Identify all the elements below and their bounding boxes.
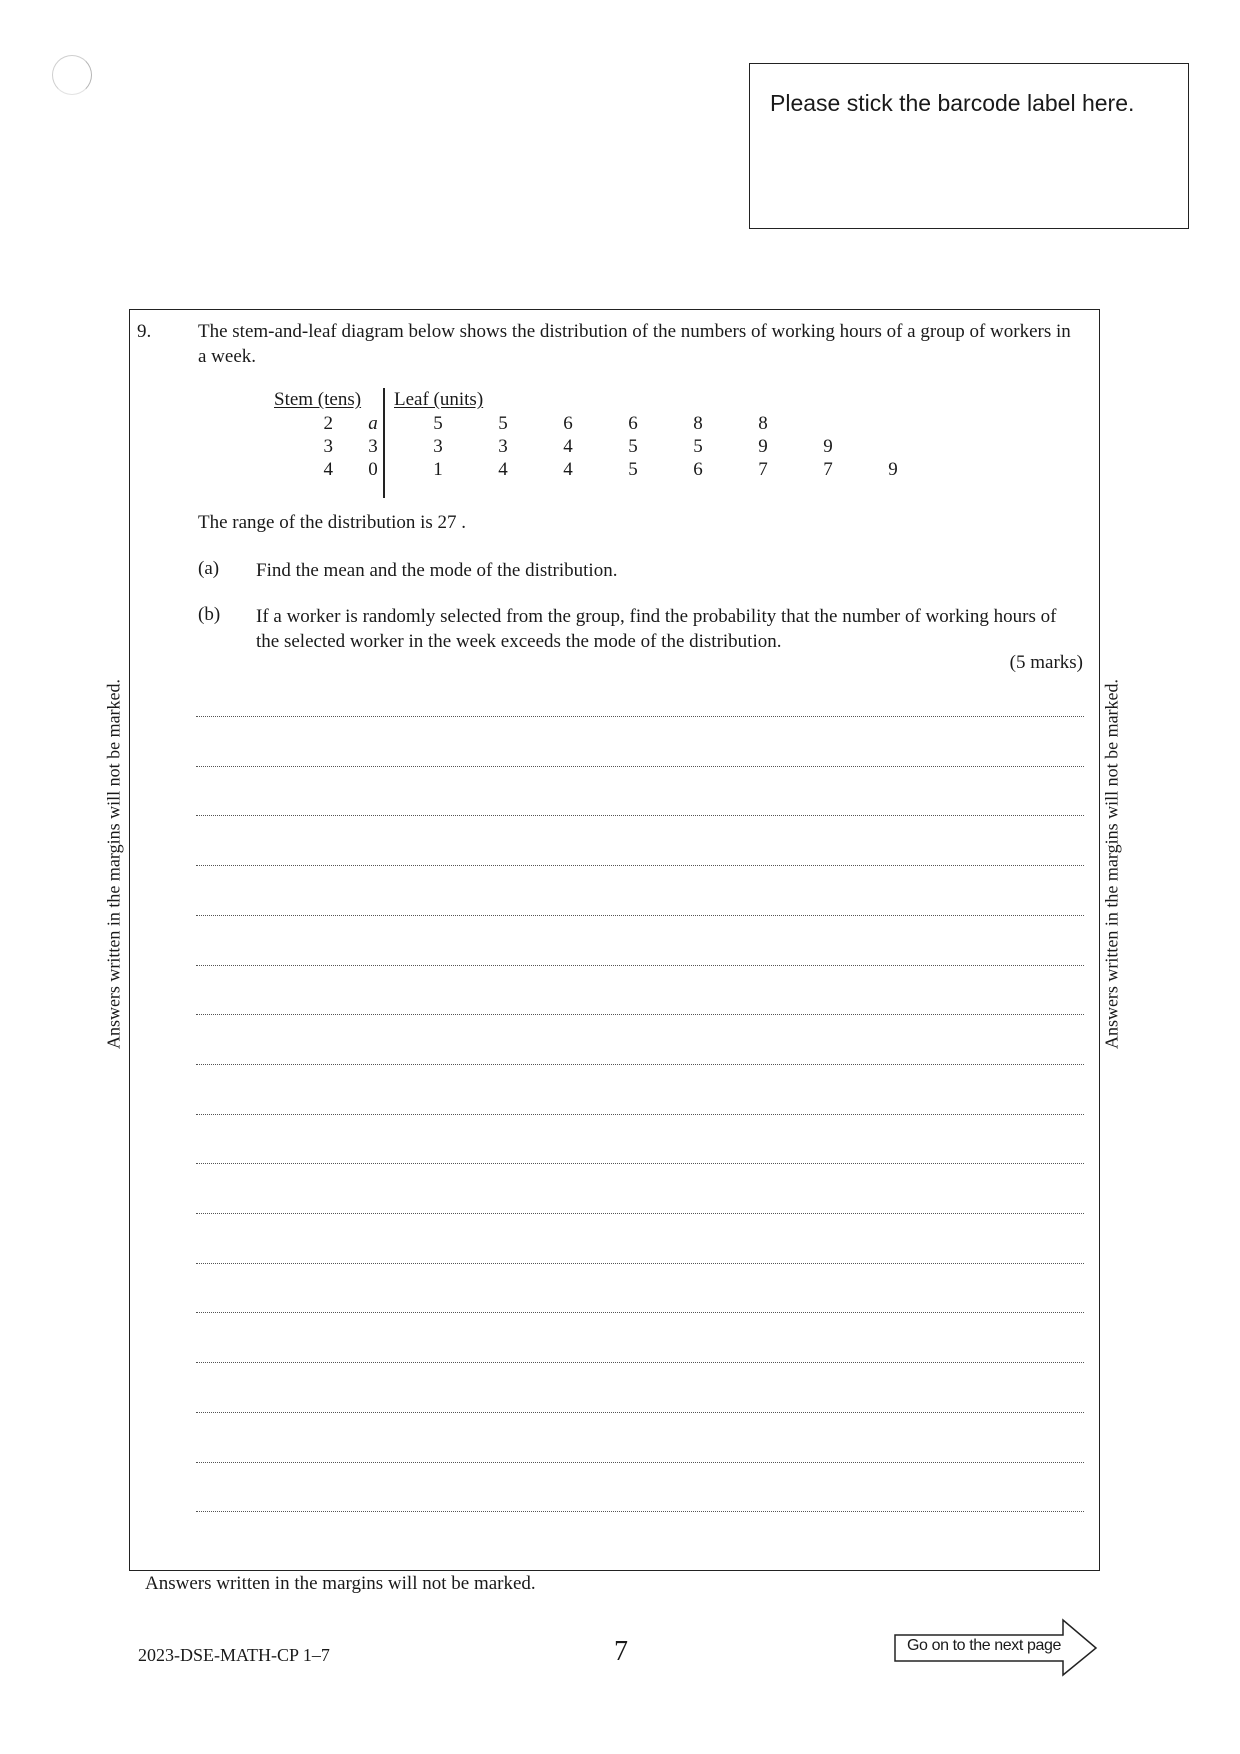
part-a-text: Find the mean and the mode of the distribution.	[256, 560, 618, 581]
leaf-value: 3	[368, 436, 378, 457]
leaf-value: 1	[433, 459, 443, 480]
paper-code: 2023-DSE-MATH-CP 1–7	[138, 1645, 330, 1665]
stem-value: 2	[323, 413, 333, 434]
answer-line	[196, 965, 1084, 966]
leaf-value: 8	[758, 413, 768, 434]
leaf-value: 6	[693, 459, 703, 480]
answer-line	[196, 716, 1084, 717]
leaf-value: 4	[498, 459, 508, 480]
answer-line	[196, 815, 1084, 816]
answer-line	[196, 865, 1084, 866]
answer-line	[196, 1163, 1084, 1164]
answer-line	[196, 1312, 1084, 1313]
answer-line	[196, 1014, 1084, 1015]
leaf-value: 9	[823, 436, 833, 457]
leaf-value: 5	[628, 459, 638, 480]
leaf-value: 3	[433, 436, 443, 457]
leaf-value: 5	[628, 436, 638, 457]
leaf-value: 7	[823, 459, 833, 480]
leaf-value: 6	[563, 413, 573, 434]
leaf-value: 9	[888, 459, 898, 480]
part-b-label: (b)	[198, 604, 221, 625]
range-statement: The range of the distribution is 27 .	[198, 512, 467, 533]
margin-note-right: Answers written in the margins will not be marked.	[1101, 678, 1122, 1050]
answer-line	[196, 1114, 1084, 1115]
marks-allocation: (5 marks)	[1009, 652, 1083, 673]
answer-line	[196, 1263, 1084, 1264]
question-intro: The stem-and-leaf diagram below shows the distribution of the numbers of working hours of a group of workers in a week.	[198, 321, 1071, 367]
barcode-label-box	[749, 63, 1189, 229]
answer-line	[196, 1213, 1084, 1214]
answer-line	[196, 1412, 1084, 1413]
stem-header: Stem (tens)	[274, 389, 362, 410]
answer-line	[196, 1462, 1084, 1463]
page-number: 7	[614, 1636, 628, 1667]
barcode-label-text: Please stick the barcode label here.	[770, 90, 1135, 116]
margin-note-bottom: Answers written in the margins will not be marked.	[145, 1573, 536, 1594]
question-number: 9.	[137, 321, 152, 342]
leaf-value: 5	[693, 436, 703, 457]
leaf-value: 7	[758, 459, 768, 480]
margin-note-left: Answers written in the margins will not be marked.	[103, 678, 124, 1050]
answer-line	[196, 1362, 1084, 1363]
answer-line	[196, 915, 1084, 916]
part-a-label: (a)	[198, 558, 220, 579]
leaf-value: 5	[498, 413, 508, 434]
leaf-value: 5	[433, 413, 443, 434]
answer-line	[196, 1511, 1084, 1512]
question-answer-box	[129, 309, 1100, 1571]
stem-value: 3	[323, 436, 333, 457]
leaf-value: 8	[693, 413, 703, 434]
leaf-value: 0	[368, 459, 378, 480]
stem-and-leaf-diagram	[130, 310, 1099, 510]
next-page-arrow	[893, 1618, 1103, 1678]
answer-line	[196, 1064, 1084, 1065]
next-page-label: Go on to the next page	[907, 1637, 1061, 1654]
part-b-text: If a worker is randomly selected from the group, find the probability that the number of working hours of the selected worker in the week exceeds the mode of the distribution.	[256, 606, 1057, 652]
leaf-value: 4	[563, 436, 573, 457]
leaf-value: 3	[498, 436, 508, 457]
leaf-value: 4	[563, 459, 573, 480]
leaf-header: Leaf (units)	[394, 389, 484, 410]
leaf-value: a	[368, 413, 378, 434]
answer-line	[196, 766, 1084, 767]
stem-value: 4	[323, 459, 333, 480]
leaf-value: 9	[758, 436, 768, 457]
binder-hole-mark	[52, 55, 92, 95]
leaf-value: 6	[628, 413, 638, 434]
